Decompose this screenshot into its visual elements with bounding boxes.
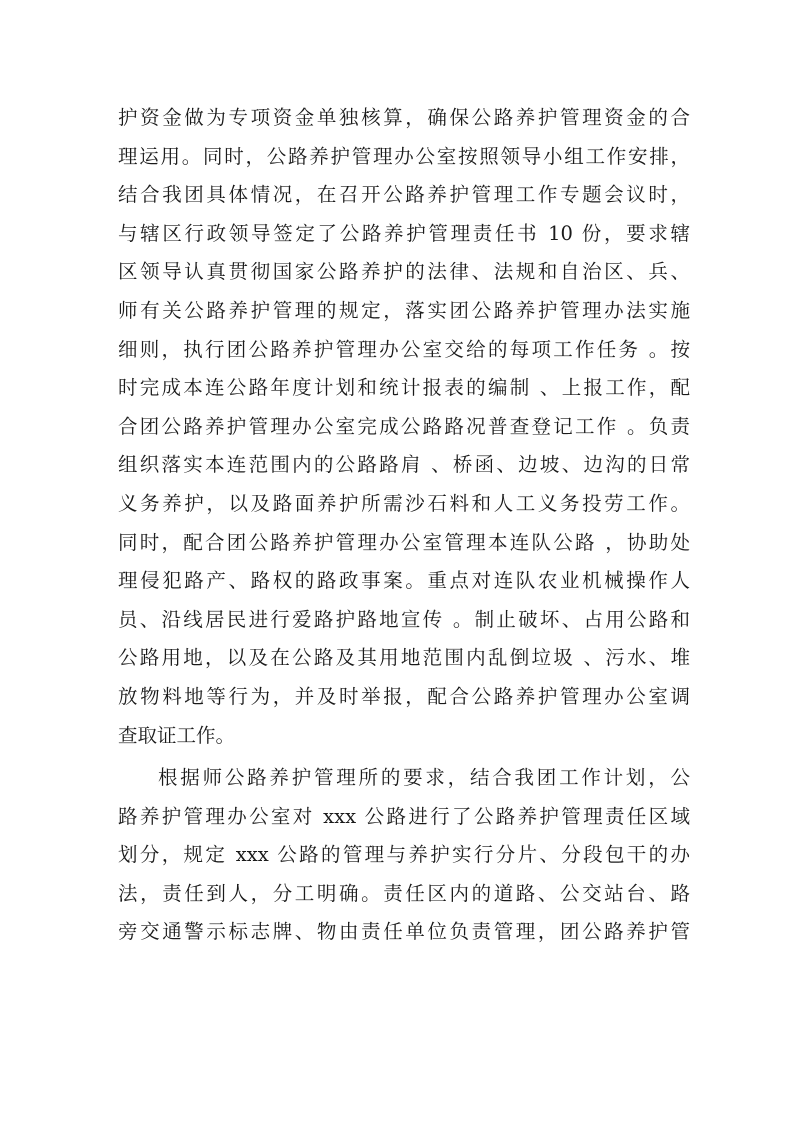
text-line: 员、沿线居民进行爱路护路地宣传 。制止破坏、占用公路和 (118, 607, 690, 631)
text-line: 放物料地等行为，并及时举报，配合公路养护管理办公室调 (118, 684, 690, 708)
text-line: 理运用。同时，公路养护管理办公室按照领导小组工作安排， (118, 144, 690, 168)
text-line: 旁交通警示标志牌、物由责任单位负责管理，团公路养护管 (118, 920, 690, 944)
text-line: 理侵犯路产、路权的路政事案。重点对连队农业机械操作人 (118, 569, 690, 593)
text-line: 区领导认真贯彻国家公路养护的法律、法规和自治区、兵、 (118, 260, 690, 284)
text-line: 法，责任到人，分工明确。责任区内的道路、公交站台、路 (118, 881, 690, 905)
text-line: 合团公路养护管理办公室完成公路路况普查登记工作 。负责 (118, 414, 690, 438)
text-line: 同时，配合团公路养护管理办公室管理本连队公路 ，协助处 (118, 530, 690, 554)
text-line: 与辖区行政领导签定了公路养护管理责任书 10 份，要求辖 (118, 221, 690, 245)
text-line: 公路用地，以及在公路及其用地范围内乱倒垃圾 、污水、堆 (118, 646, 690, 670)
paragraph-1 (118, 99, 690, 755)
paragraph-2 (118, 759, 690, 952)
text-line: 划分，规定 xxx 公路的管理与养护实行分片、分段包干的办 (118, 843, 690, 867)
text-line: 细则，执行团公路养护管理办公室交给的每项工作任务 。按 (118, 337, 690, 361)
text-line: 师有关公路养护管理的规定，落实团公路养护管理办法实施 (118, 298, 690, 322)
document-body (118, 99, 690, 952)
text-line: 结合我团具体情况，在召开公路养护管理工作专题会议时， (118, 183, 690, 207)
text-line: 路养护管理办公室对 xxx 公路进行了公路养护管理责任区域 (118, 804, 690, 828)
text-line: 义务养护，以及路面养护所需沙石料和人工义务投劳工作。 (118, 491, 690, 515)
text-line: 查取证工作。 (118, 723, 236, 747)
text-line: 护资金做为专项资金单独核算，确保公路养护管理资金的合 (118, 106, 690, 129)
text-line: 根据师公路养护管理所的要求，结合我团工作计划，公 (158, 766, 690, 790)
text-line: 组织落实本连范围内的公路路肩 、桥函、边坡、边沟的日常 (118, 453, 690, 477)
text-line: 时完成本连公路年度计划和统计报表的编制 、上报工作，配 (118, 376, 690, 400)
